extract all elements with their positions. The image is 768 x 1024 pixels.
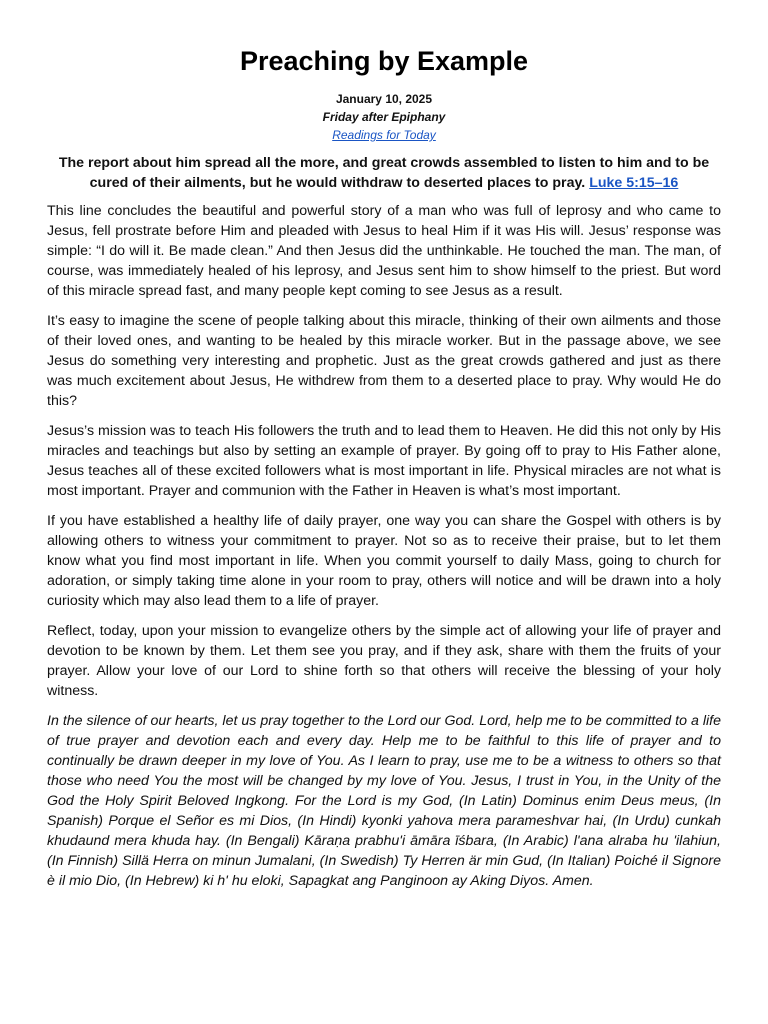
body-paragraph: Reflect, today, upon your mission to evangelize others by the simple act of allowing your life of prayer and devotion to be known by them. Let them see you pray, and if they ask, share with them the fruits of your prayer. Allow your love of our Lord to shine forth so that others will receive the blessing of your holy witness. (47, 623, 721, 699)
readings-link[interactable]: Readings for Today (332, 128, 436, 142)
body-paragraph: It’s easy to imagine the scene of people talking about this miracle, thinking of their own ailments and those of their loved ones, and wanting to be healed by this miracle worker. But in the passage above, we see Jesus do something very interesting and prophetic. Just as the great crowds gathered and just as there was much excitement about Jesus, He withdrew from them to a deserted place to pray. Why would He do this? (47, 313, 721, 409)
article-date: January 10, 2025 (335, 92, 433, 106)
body-paragraph: Jesus’s mission was to teach His followers the truth and to lead them to Heaven. He did this not only by His miracles and teachings but also by setting an example of prayer. By going off to pray to His Father alone, Jesus teaches all of these excited followers what is most important in life. Physical miracles are not what is most important. Prayer and communion with the Father in Heaven is what’s most important. (47, 423, 721, 499)
closing-prayer: In the silence of our hearts, let us pray together to the Lord our God. Lord, help me to be committed to a life of true prayer and devotion each and every day. Help me to be faithful to this life of prayer and to continually be drawn deeper in my love of You. As I learn to pray, use me to be a witness to others so that those who need You the most will be changed by my love of You. Jesus, I trust in You, in the Unity of the God the Holy Spirit Beloved Ingkong. For the Lord is my God, (In Latin) Dominus enim Deus meus, (In Spanish) Porque el Señor es mi Dios, (In Hindi) kyonki yahova mera parameshvar hai, (In Urdu) cunkah khudaund mera khuda hay. (In Bengali) Kāraṇa prabhu'i āmāra īśbara, (In Arabic) l'ana alraba hu 'ilahiun, (In Finnish) Sillä Herra on minun Jumalani, (In Swedish) Ty Herren är min Gud, (In Italian) Poiché il Signore è il mio Dio, (In Hebrew) ki h' hu eloki, Sapagkat ang Panginoon ay Aking Diyos. Amen. (47, 713, 721, 889)
article-meta (47, 90, 721, 144)
body-paragraph: This line concludes the beautiful and powerful story of a man who was full of leprosy and who came to Jesus, fell prostrate before Him and pleaded with Jesus to heal Him if it was His will. Jesus’ response was simple: “I do will it. Be made clean.” And then Jesus did the unthinkable. He touched the man. The man, of course, was immediately healed of his leprosy, and Jesus sent him to show himself to the priest. But word of this miracle spread fast, and many people kept coming to see Jesus as a result. (47, 203, 721, 299)
scripture-quote-text: The report about him spread all the more, and great crowds assembled to listen to him and to be cured of their ailments, but he would withdraw to deserted places to pray. (58, 155, 710, 191)
scripture-reference-link[interactable]: Luke 5:15–16 (589, 175, 679, 191)
body-paragraph: If you have established a healthy life of daily prayer, one way you can share the Gospel with others is by allowing others to witness your commitment to prayer. Not so as to receive their praise, but to let them know what you find most important in life. When you commit yourself to daily Mass, going to church for adoration, or simply taking time alone in your room to pray, others will notice and will be drawn into a holy curiosity which may also lead them to a life of prayer. (47, 513, 721, 609)
page-title: Preaching by Example (239, 46, 529, 76)
scripture-quote (47, 153, 721, 193)
liturgical-day: Friday after Epiphany (322, 110, 446, 124)
